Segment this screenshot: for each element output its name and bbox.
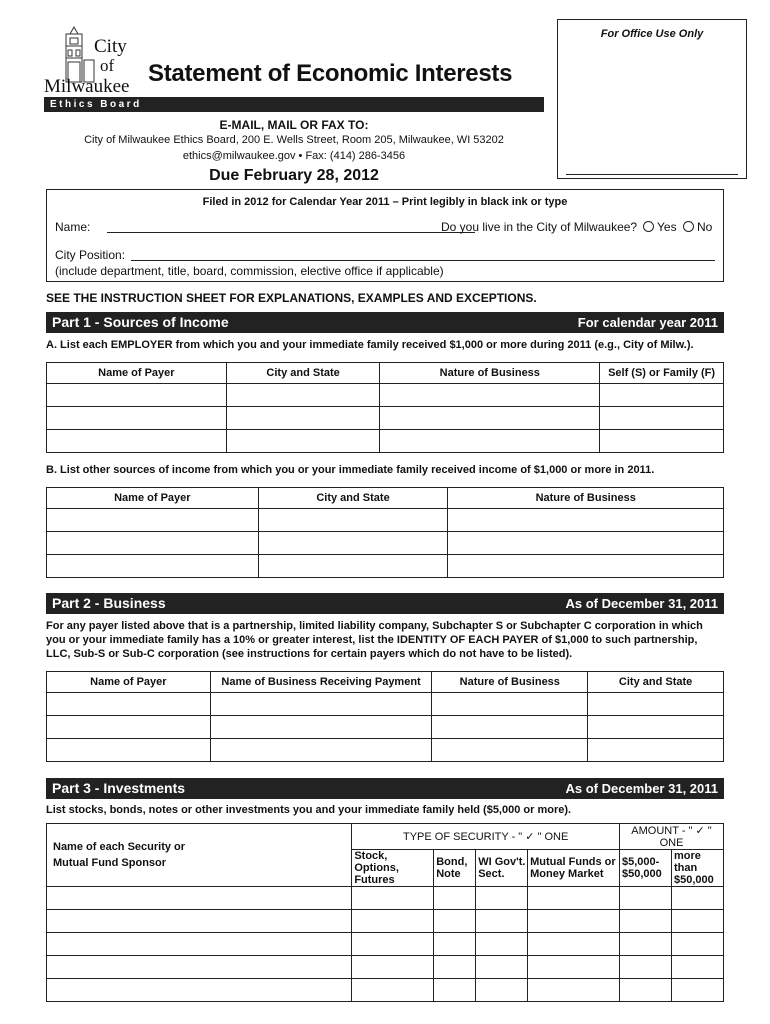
col-amount-over-50000: more than $50,000 [671,850,723,887]
page-title: Statement of Economic Interests [148,60,513,87]
ethics-board-bar: Ethics Board [44,97,544,112]
col-self-or-family: Self (S) or Family (F) [600,363,724,384]
table-cell[interactable] [432,739,588,762]
part3-title: Part 3 - Investments [52,780,186,796]
table-cell[interactable] [47,384,227,407]
table-row [47,739,724,762]
col-business-receiving-payment: Name of Business Receiving Payment [210,672,432,693]
table-cell[interactable] [226,430,380,453]
no-label: No [697,220,713,234]
filed-note: Filed in 2012 for Calendar Year 2011 – Print legibly in black ink or type [202,196,568,208]
table-cell[interactable] [47,887,352,910]
part1-period: For calendar year 2011 [577,315,718,330]
table-cell[interactable] [588,716,724,739]
table-cell[interactable] [476,910,528,933]
office-use-box [557,19,747,179]
col-nature-of-business: Nature of Business [432,672,588,693]
table-cell[interactable] [671,979,723,1002]
table-row [47,716,724,739]
part1-header [46,312,724,333]
col-nature-of-business: Nature of Business [448,488,724,509]
logo-milwaukee-text: Milwaukee [44,76,130,97]
col-nature-of-business: Nature of Business [380,363,600,384]
table-row [47,693,724,716]
table-cell[interactable] [600,384,724,407]
yes-option[interactable] [643,220,677,234]
table-row [47,509,724,532]
table-cell[interactable] [210,693,432,716]
table-cell[interactable] [47,979,352,1002]
part1-title: Part 1 - Sources of Income [52,314,229,330]
logo-of-text: of [100,56,115,75]
table-cell[interactable] [226,407,380,430]
table-cell[interactable] [600,430,724,453]
table-cell[interactable] [47,739,211,762]
table-cell[interactable] [47,693,211,716]
table-cell[interactable] [47,956,352,979]
table-row [47,407,724,430]
table-row [47,956,724,979]
table-cell[interactable] [380,430,600,453]
table-cell[interactable] [432,693,588,716]
security-name-header-line2: Mutual Fund Sponsor [53,857,167,869]
table-row [47,933,724,956]
yes-radio[interactable] [643,221,654,232]
table-row [47,887,724,910]
table-cell[interactable] [47,407,227,430]
table-cell[interactable] [47,716,211,739]
part1-a-table [46,362,724,453]
table-cell[interactable] [47,532,259,555]
table-cell[interactable] [528,979,620,1002]
no-radio[interactable] [683,221,694,232]
table-cell[interactable] [528,956,620,979]
table-cell[interactable] [380,384,600,407]
table-cell[interactable] [448,555,724,578]
col-security-name [47,824,352,887]
table-cell[interactable] [671,887,723,910]
table-cell[interactable] [434,887,476,910]
table-cell[interactable] [258,555,448,578]
table-cell[interactable] [258,532,448,555]
see-instructions-note: SEE THE INSTRUCTION SHEET FOR EXPLANATIONS, EXAMPLES AND EXCEPTIONS. [46,291,537,305]
table-cell[interactable] [434,910,476,933]
table-cell[interactable] [352,933,434,956]
table-row [47,555,724,578]
mailing-contact: ethics@milwaukee.gov • Fax: (414) 286-3456 [182,150,406,162]
part1-b-instructions: B. List other sources of income from which you or your immediate family received income of $1,000 or more in 2011. [46,464,655,476]
table-cell[interactable] [476,979,528,1002]
security-name-header-line1: Name of each Security or [53,841,186,853]
due-date: Due February 28, 2012 [209,167,379,184]
table-row [47,430,724,453]
table-cell[interactable] [226,384,380,407]
table-cell[interactable] [528,887,620,910]
city-hall-icon [44,26,136,98]
col-bond-note: Bond, Note [434,850,476,887]
part2-period: As of December 31, 2011 [565,596,718,611]
col-city-state: City and State [226,363,380,384]
table-cell[interactable] [434,956,476,979]
col-name-of-payer: Name of Payer [47,672,211,693]
live-in-city-question: Do you live in the City of Milwaukee? [441,220,638,234]
table-cell[interactable] [432,716,588,739]
table-cell[interactable] [600,407,724,430]
part2-table [46,671,724,762]
yes-label: Yes [657,220,677,234]
table-cell[interactable] [47,430,227,453]
city-position-label: City Position: [55,248,126,262]
logo-city-text: City [94,36,127,57]
table-cell[interactable] [47,509,259,532]
table-cell[interactable] [434,979,476,1002]
table-cell[interactable] [476,956,528,979]
city-position-field[interactable] [131,247,715,261]
col-name-of-payer: Name of Payer [47,363,227,384]
table-cell[interactable] [671,933,723,956]
col-wi-gov-sect: WI Gov't. Sect. [476,850,528,887]
part2-header [46,593,724,614]
type-of-security-header: TYPE OF SECURITY - " ✓ " ONE [352,824,620,850]
col-stock-options: Stock, Options, Futures [352,850,434,887]
table-cell[interactable] [210,739,432,762]
mailing-address: City of Milwaukee Ethics Board, 200 E. Wells Street, Room 205, Milwaukee, WI 53202 [84,134,504,146]
part3-instructions: List stocks, bonds, notes or other investments you and your immediate family held ($5,000 or more). [46,804,572,816]
table-cell[interactable] [620,910,672,933]
table-cell[interactable] [258,509,448,532]
name-field[interactable] [107,219,475,233]
table-cell[interactable] [380,407,600,430]
table-cell[interactable] [528,910,620,933]
mailing-heading: E-MAIL, MAIL OR FAX TO: [219,118,369,132]
table-cell[interactable] [448,532,724,555]
table-row [47,532,724,555]
part2-instructions: For any payer listed above that is a partnership, limited liability company, Subchapter S or Subchapter C corporation in which you or your immediate family has a 10% or greater interest, list the IDENTITY OF EACH PAYER of $1,000 to such partnership, LLC, Sub-S or Sub-C corporation (see instructions for certain payers which do not have to be listed). [46,620,703,660]
table-cell[interactable] [620,956,672,979]
part3-table [46,823,724,1002]
amount-header: AMOUNT - " ✓ " ONE [620,824,724,850]
city-logo [44,26,136,98]
city-position-hint: (include department, title, board, commission, elective office if applicable) [55,264,444,278]
table-cell[interactable] [210,716,432,739]
name-label: Name: [55,220,91,234]
table-cell[interactable] [620,933,672,956]
col-city-state: City and State [588,672,724,693]
table-cell[interactable] [434,933,476,956]
table-cell[interactable] [47,933,352,956]
part2-title: Part 2 - Business [52,595,166,611]
table-cell[interactable] [671,956,723,979]
table-cell[interactable] [528,933,620,956]
table-cell[interactable] [448,509,724,532]
part1-b-table [46,487,724,578]
table-cell[interactable] [352,956,434,979]
table-cell[interactable] [671,910,723,933]
part3-header [46,778,724,799]
table-cell[interactable] [588,693,724,716]
table-row [47,979,724,1002]
part1-a-instructions: A. List each EMPLOYER from which you and your immediate family received $1,000 or more during 2011 (e.g., City of Milw.). [46,339,694,351]
filer-info-box [46,189,724,282]
col-city-state: City and State [258,488,448,509]
table-cell[interactable] [352,887,434,910]
table-row [47,910,724,933]
table-cell[interactable] [47,910,352,933]
no-option[interactable] [683,220,712,234]
table-cell[interactable] [476,887,528,910]
table-cell[interactable] [47,555,259,578]
col-name-of-payer: Name of Payer [47,488,259,509]
col-amount-5000-50000: $5,000- $50,000 [620,850,672,887]
office-use-line [566,174,738,175]
table-cell[interactable] [620,979,672,1002]
table-cell[interactable] [588,739,724,762]
table-row [47,384,724,407]
table-cell[interactable] [620,887,672,910]
col-mutual-funds: Mutual Funds or Money Market [528,850,620,887]
part3-period: As of December 31, 2011 [565,781,718,796]
table-cell[interactable] [352,910,434,933]
table-cell[interactable] [476,933,528,956]
office-use-label: For Office Use Only [600,28,704,40]
table-cell[interactable] [352,979,434,1002]
